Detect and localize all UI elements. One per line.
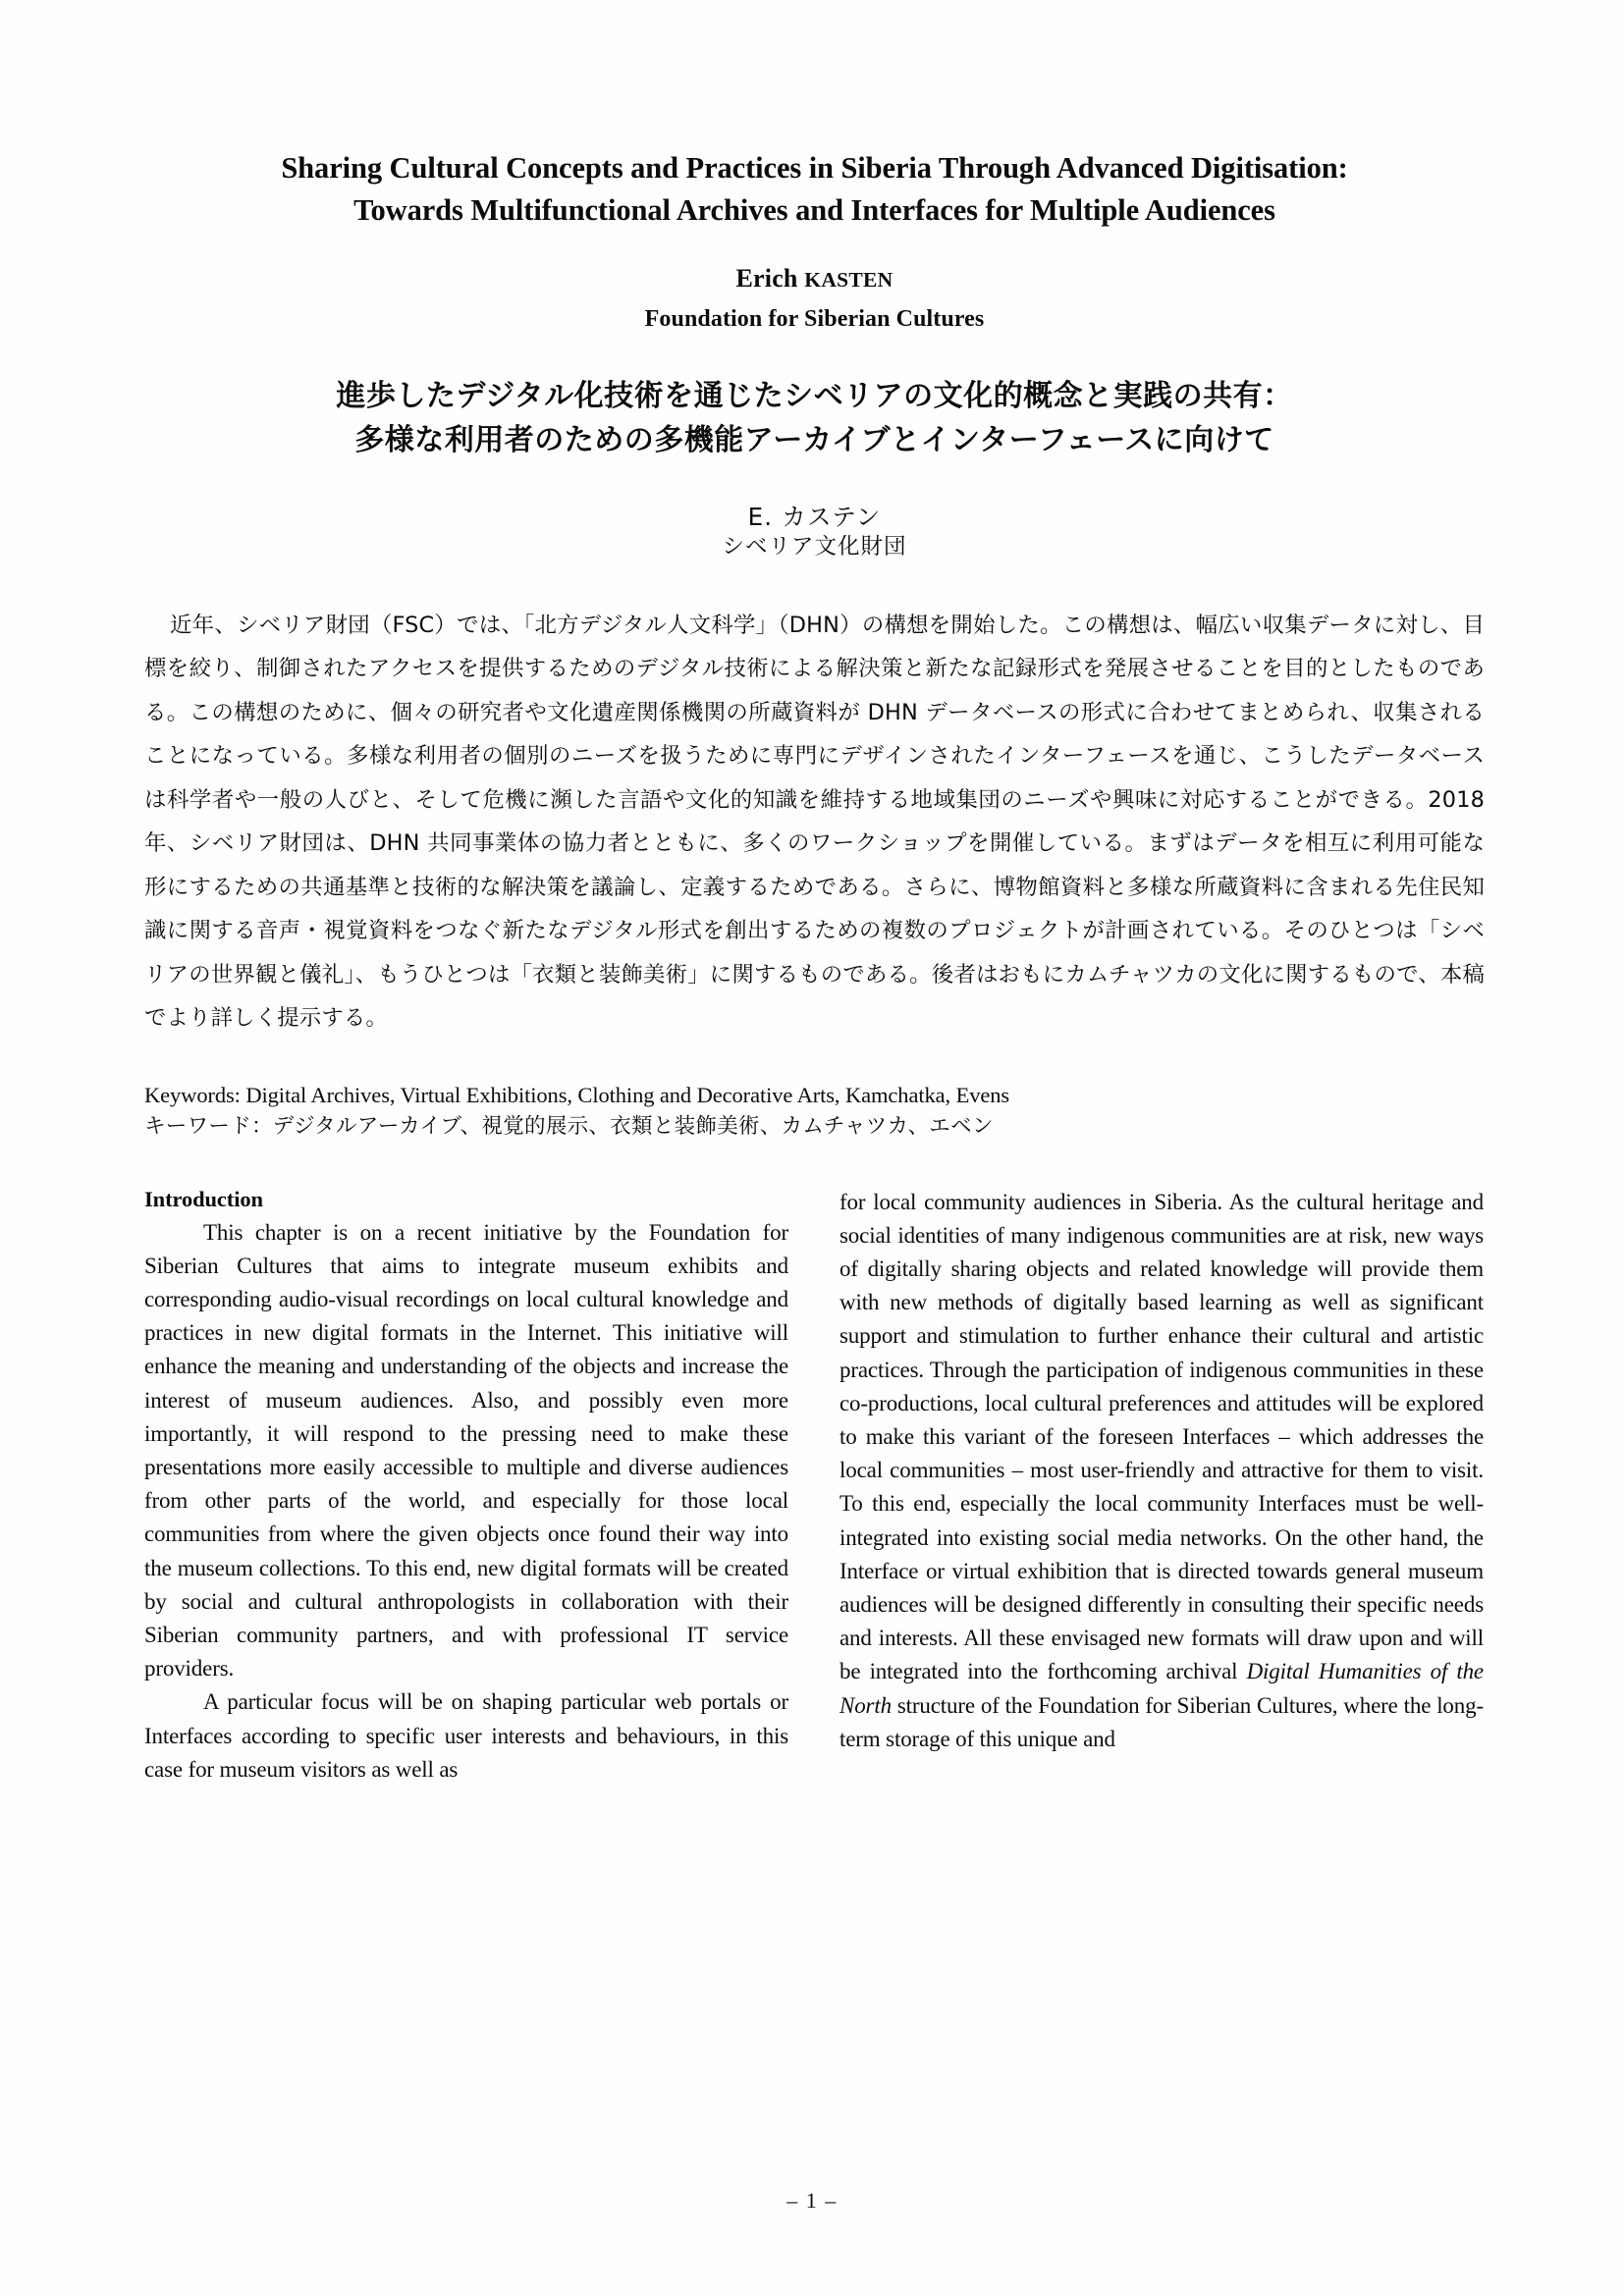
- keywords-block: [144, 1080, 1485, 1143]
- page-title-japanese: [144, 374, 1485, 462]
- page-title: [144, 147, 1485, 233]
- author-affiliation-japanese: シベリア文化財団: [722, 533, 907, 560]
- author-first-name: Erich: [735, 263, 805, 293]
- author-affiliation-english: Foundation for Siberian Cultures: [644, 305, 985, 332]
- title-ja-line-2: 多様な利用者のための多機能アーカイブとインターフェースに向けて: [354, 422, 1274, 457]
- title-block: [144, 147, 1485, 562]
- title-line-1: Sharing Cultural Concepts and Practices in Siberia Through Advanced Digitisation:: [281, 151, 1348, 185]
- author-name-japanese: [144, 502, 1485, 562]
- paragraph-left-2: A particular focus will be on shaping particular web portals or Interfaces according to specific user interests and behaviours, in this case for museum visitors as well as: [144, 1689, 788, 1782]
- paragraph-right-1-text-after: structure of the Foundation for Siberian Cultures, where the long-term storage of this unique and: [839, 1692, 1484, 1751]
- body-columns: [144, 1186, 1485, 1787]
- author-last-name: KASTEN: [804, 267, 893, 292]
- column-right: [839, 1186, 1484, 1787]
- column-left: [144, 1186, 788, 1787]
- keywords-english: Keywords: Digital Archives, Virtual Exhibitions, Clothing and Decorative Arts, Kamchatka, Evens: [144, 1082, 1010, 1107]
- author-name-english: [144, 264, 1485, 294]
- paragraph-right-1-text-before: for local community audiences in Siberia. As the cultural heritage and social identities of many indigenous communities are at risk, new ways of digitally sharing objects and related knowledge will provide them with new methods of digitally based learning as well as significant support and stimulation to further enhance their cultural and artistic practices. Through the participation of indigenous communities in these co-productions, local cultural preferences and attitudes will be explored to make this variant of the foreseen Interfaces – which addresses the local communities – most user-friendly and attractive for them to visit. To this end, especially the local community Interfaces must be well-integrated into existing social media networks. On the other hand, the Interface or virtual exhibition that is directed towards general museum audiences will be designed differently in consulting their specific needs and interests. All these envisaged new formats will draw upon and will be integrated into the forthcoming archival: [839, 1189, 1484, 1684]
- abstract-japanese: 近年、シベリア財団（FSC）では、「北方デジタル人文科学」（DHN）の構想を開始した。この構想は、幅広い収集データに対し、目標を絞り、制御されたアクセスを提供するためのデジタル技術による解決策と新たな記録形式を発展させることを目的としたものである。この構想のために、個々の研究者や文化遺産関係機関の所蔵資料が DHN データベースの形式に合わせてまとめられ、収集されることになっている。多様な利用者の個別のニーズを扱うために専門にデザインされたインターフェースを通じ、こうしたデータベースは科学者や一般の人びと、そして危機に瀕した言語や文化的知識を維持する地域集団のニーズや興味に対応することができる。2018 年、シベリア財団は、DHN 共同事業体の協力者とともに、多くのワークショップを開催している。まずはデータを相互に利用可能な形にするための共通基準と技術的な解決策を議論し、定義するためである。さらに、博物館資料と多様な所蔵資料に含まれる先住民知識に関する音声・視覚資料をつなぐ新たなデジタル形式を創出するための複数のプロジェクトが計画されている。そのひとつは「シベリアの世界観と儀礼」、もうひとつは「衣類と装飾美術」に関するものである。後者はおもにカムチャツカの文化に関するもので、本稿でより詳しく提示する。: [144, 612, 1485, 1032]
- title-line-2: Towards Multifunctional Archives and Interfaces for Multiple Audiences: [353, 193, 1275, 228]
- archival-structure-title: Digital Humanities of the North: [839, 1659, 1484, 1718]
- keywords-japanese: キーワード：デジタルアーカイブ、視覚的展示、衣類と装飾美術、カムチャツカ、エベン: [144, 1113, 994, 1139]
- title-ja-line-1: 進歩したデジタル化技術を通じたシベリアの文化的概念と実践の共有：: [336, 378, 1293, 413]
- paragraph-right-1: [839, 1186, 1484, 1756]
- section-heading-introduction: Introduction: [144, 1186, 263, 1211]
- page-number-footer: – 1 –: [786, 2188, 838, 2213]
- paragraph-left-1: This chapter is on a recent initiative by the Foundation for Siberian Cultures that aims to integrate museum exhibits and corresponding audio-visual recordings on local cultural knowledge and practices in new digital formats in the Internet. This initiative will enhance the meaning and understanding of the objects and increase the interest of museum audiences. Also, and possibly even more importantly, it will respond to the pressing need to make these presentations more easily accessible to multiple and diverse audiences from other parts of the world, and especially for those local communities from where the given objects once found their way into the museum collections. To this end, new digital formats will be created by social and cultural anthropologists in collaboration with their Siberian community partners, and with professional IT service providers.: [144, 1219, 788, 1682]
- author-ja-name: E. カステン: [747, 502, 882, 531]
